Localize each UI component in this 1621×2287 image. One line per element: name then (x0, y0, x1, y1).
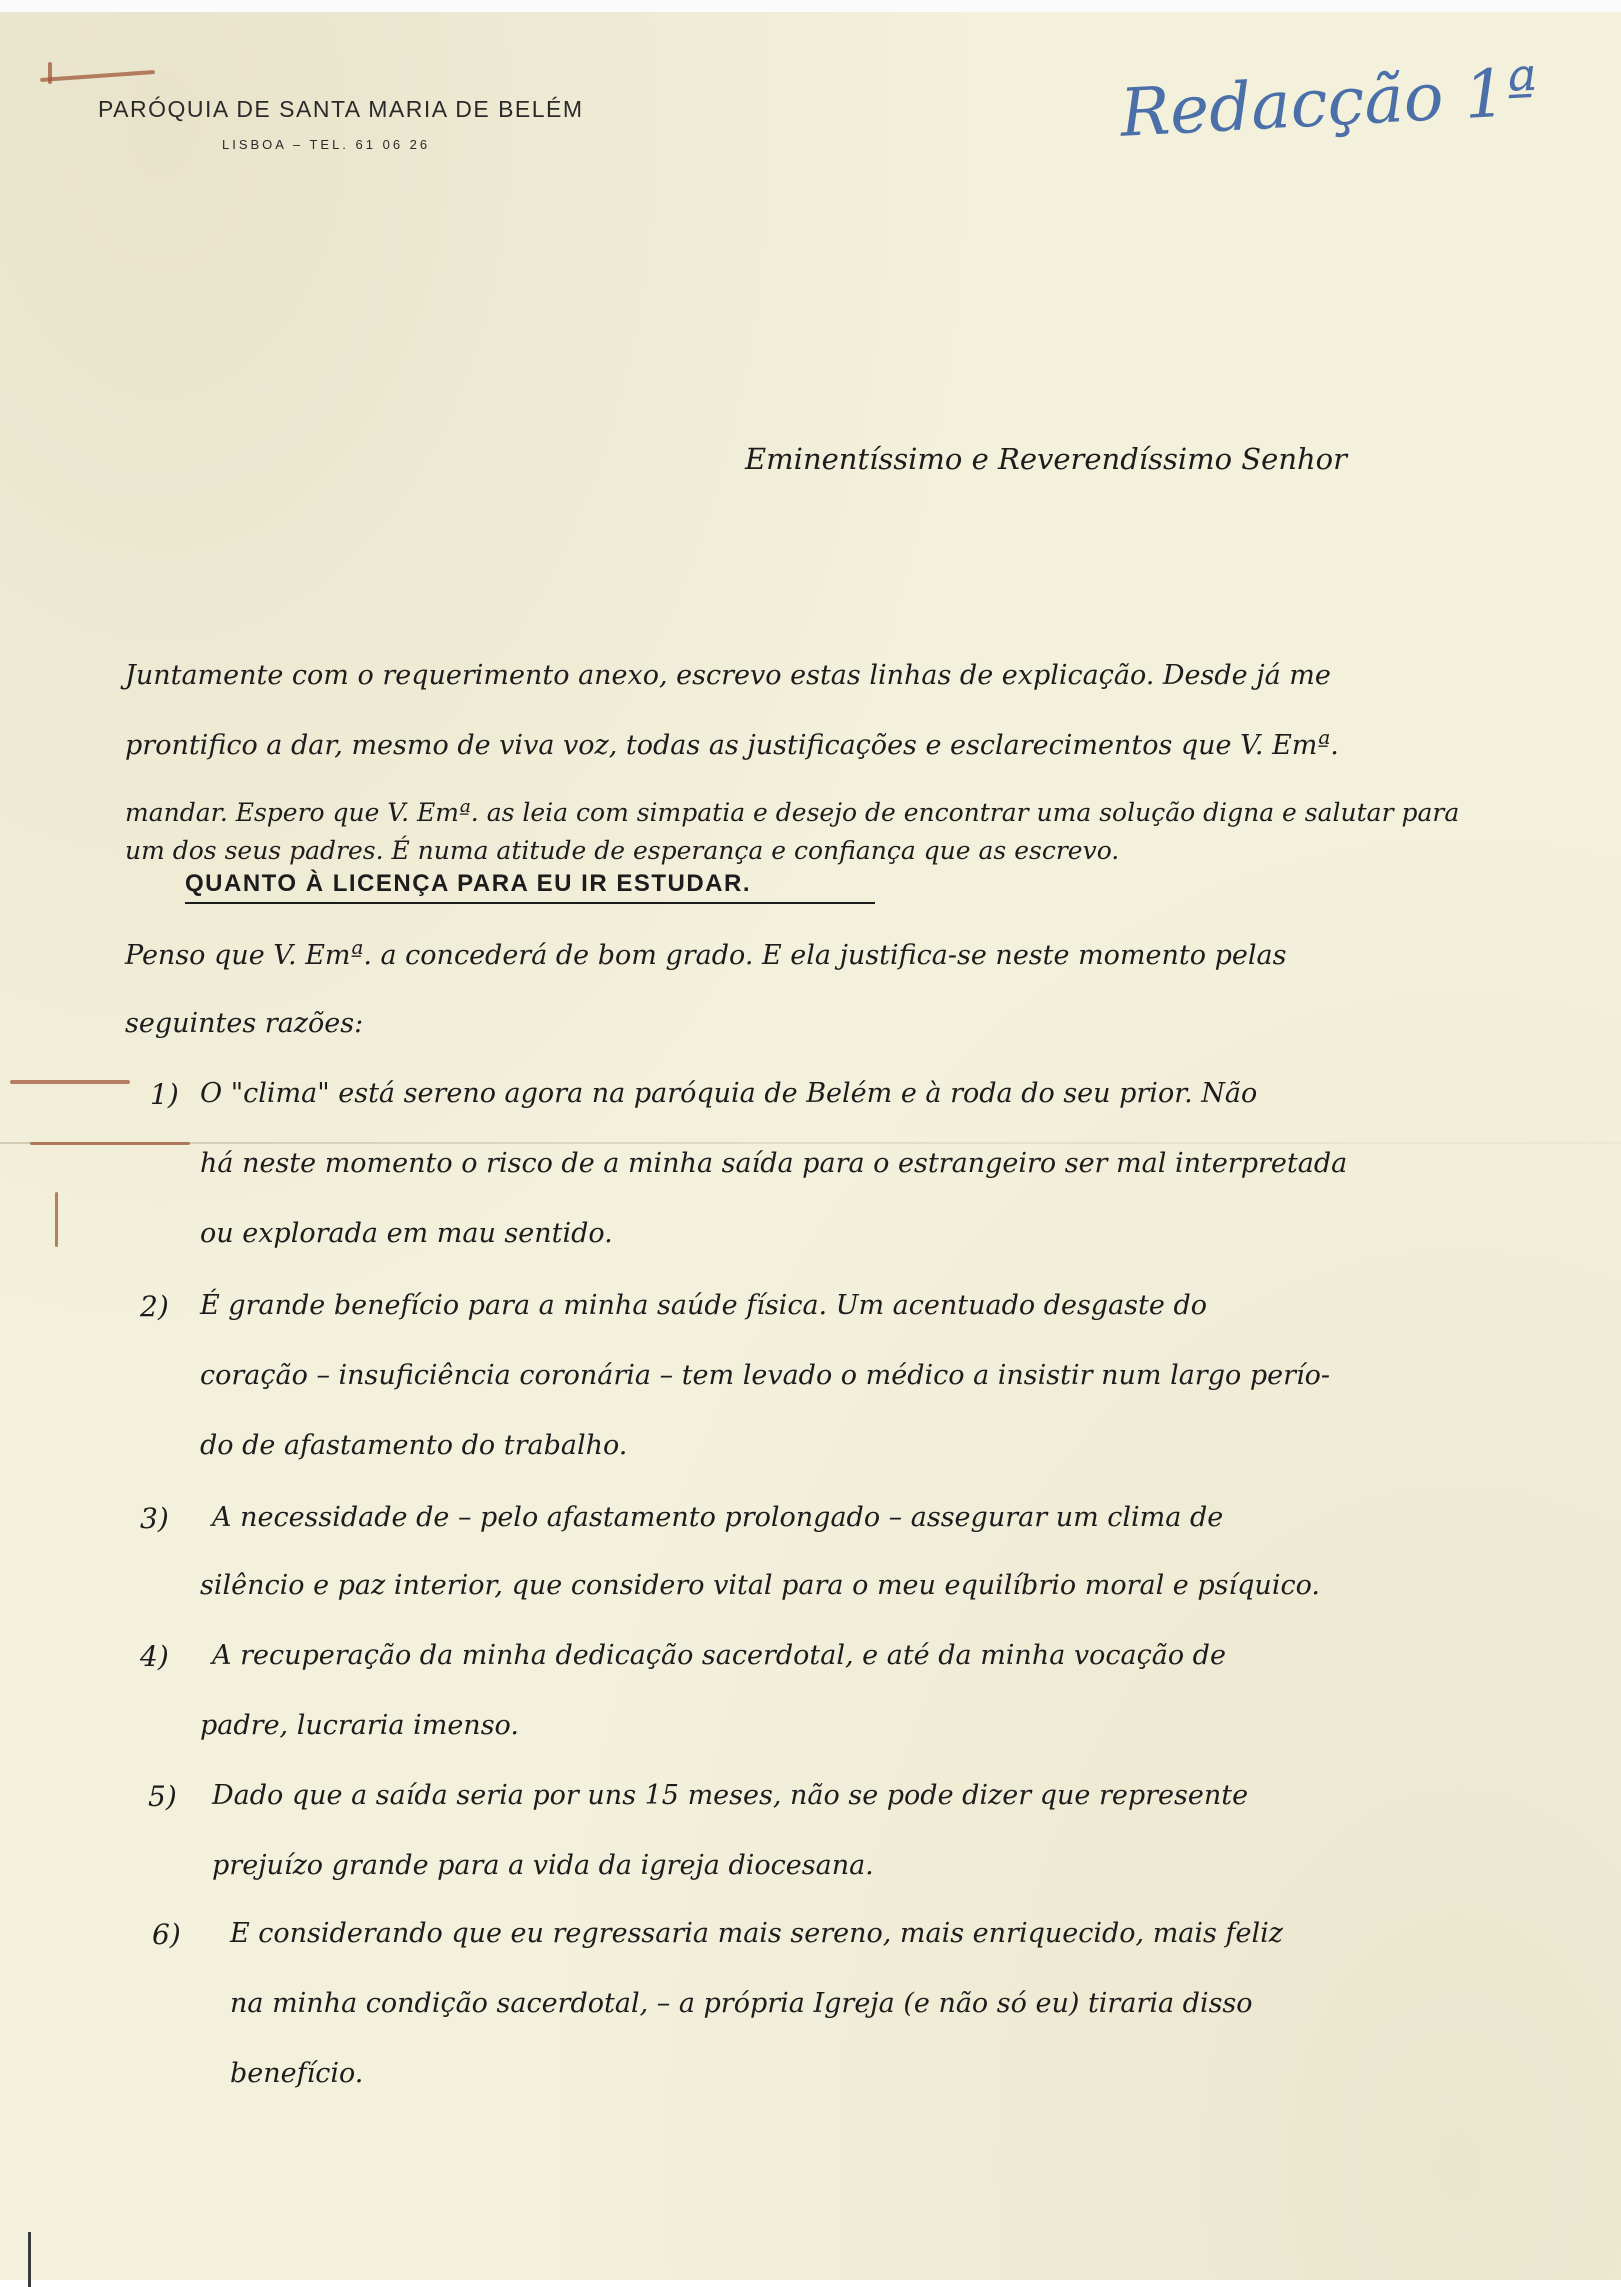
intro-line: prontifico a dar, mesmo de viva voz, todas as justificações e esclarecimentos que V. Emª. (125, 730, 1339, 761)
item-line: há neste momento o risco de a minha saída para o estrangeiro ser mal interpretada (200, 1148, 1348, 1179)
item-number: 4) (140, 1640, 169, 1673)
item-line: A necessidade de – pelo afastamento prolongado – assegurar um clima de (212, 1502, 1224, 1533)
rust-mark (40, 70, 155, 82)
salutation: Eminentíssimo e Reverendíssimo Senhor (745, 442, 1347, 476)
item-number: 2) (140, 1290, 169, 1323)
intro-line: Juntamente com o requerimento anexo, escrevo estas linhas de explicação. Desde já me (125, 660, 1331, 691)
section-heading: QUANTO À LICENÇA PARA EU IR ESTUDAR. (185, 870, 752, 897)
item-number: 6) (152, 1918, 181, 1951)
item-number: 3) (140, 1502, 169, 1535)
item-line: do de afastamento do trabalho. (200, 1430, 628, 1461)
item-line: A recuperação da minha dedicação sacerdotal, e até da minha vocação de (212, 1640, 1226, 1671)
letterhead-address: LISBOA – TEL. 61 06 26 (222, 137, 431, 152)
item-line: ou explorada em mau sentido. (200, 1218, 613, 1249)
rust-mark (10, 1080, 130, 1084)
item-line: É grande benefício para a minha saúde física. Um acentuado desgaste do (200, 1290, 1207, 1321)
redaction-annotation: Redacção 1ª (1118, 53, 1540, 152)
item-line: prejuízo grande para a vida da igreja diocesana. (212, 1850, 874, 1881)
ink-mark (28, 2232, 31, 2287)
item-line: benefício. (230, 2058, 364, 2089)
letterhead (98, 96, 584, 152)
item-line: padre, lucraria imenso. (200, 1710, 519, 1741)
rust-mark (55, 1192, 58, 1247)
item-number: 5) (148, 1780, 177, 1813)
rust-mark (48, 62, 52, 84)
paper-fold (0, 1142, 1621, 1144)
item-line: na minha condição sacerdotal, – a própria Igreja (e não só eu) tiraria disso (230, 1988, 1253, 2019)
intro-line: mandar. Espero que V. Emª. as leia com simpatia e desejo de encontrar uma solução digna e salutar para (125, 798, 1460, 827)
item-line: Dado que a saída seria por uns 15 meses, não se pode dizer que represente (212, 1780, 1249, 1811)
item-line: O "clima" está sereno agora na paróquia de Belém e à roda do seu prior. Não (200, 1078, 1258, 1109)
item-number: 1) (150, 1078, 179, 1111)
intro-line: um dos seus padres. É numa atitude de esperança e confiança que as escrevo. (125, 836, 1120, 865)
reasons-intro-line: seguintes razões: (125, 1008, 364, 1039)
reasons-intro-line: Penso que V. Emª. a concederá de bom grado. E ela justifica-se neste momento pelas (125, 940, 1287, 971)
letterhead-parish-name: PARÓQUIA DE SANTA MARIA DE BELÉM (98, 96, 584, 122)
rust-mark (30, 1142, 190, 1145)
item-line: silêncio e paz interior, que considero vital para o meu equilíbrio moral e psíquico. (200, 1570, 1320, 1601)
item-line: coração – insuficiência coronária – tem levado o médico a insistir num largo perío- (200, 1360, 1331, 1391)
heading-underline (185, 902, 875, 904)
item-line: E considerando que eu regressaria mais sereno, mais enriquecido, mais feliz (230, 1918, 1283, 1949)
